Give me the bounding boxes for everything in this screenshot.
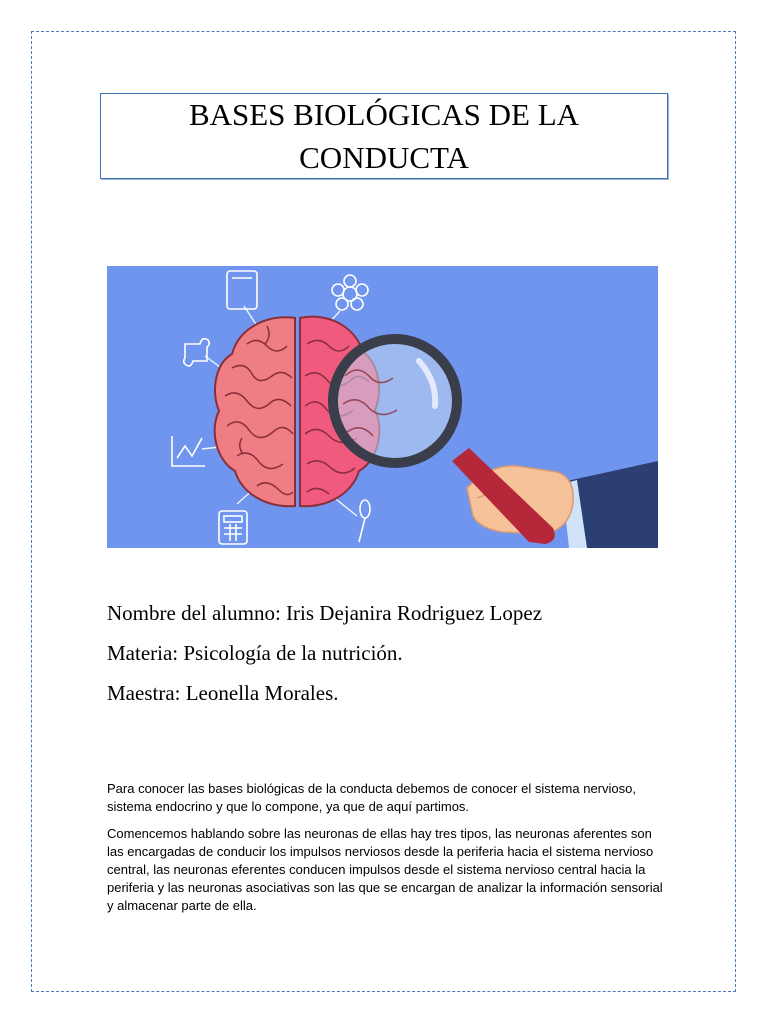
brain-illustration	[107, 266, 658, 548]
subject: Materia: Psicología de la nutrición.	[107, 641, 403, 665]
student-name: Nombre del alumno: Iris Dejanira Rodriguez Lopez	[107, 601, 543, 625]
title-box	[100, 93, 668, 179]
teacher: Maestra: Leonella Morales.	[107, 681, 339, 705]
paragraph-neurons: Comencemos hablando sobre las neuronas de ellas hay tres tipos, las neuronas aferentes son las encargadas de conducir los impulsos nerviosos desde la periferia hacia el sistema nervioso central, las neuronas eferentes conducen impulsos desde el sistema nervioso central hacia la periferia y las neuronas asociativas son las que se encargan de analizar la información sensorial y almacenar parte de ella.	[107, 826, 663, 913]
brain-magnifier-svg	[107, 266, 658, 548]
document-title: BASES BIOLÓGICAS DE LA CONDUCTA	[188, 97, 580, 175]
paragraph-intro: Para conocer las bases biológicas de la conducta debemos de conocer el sistema nervioso, sistema endocrino y que lo compone, ya que de aquí partimos.	[107, 781, 636, 814]
